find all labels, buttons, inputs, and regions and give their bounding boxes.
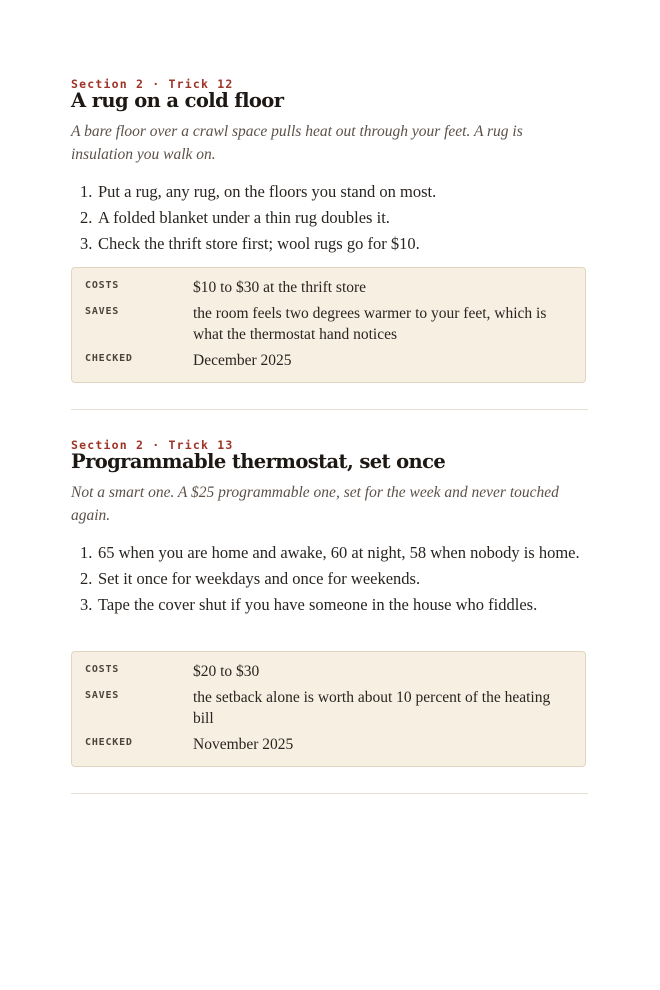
step-number: 2.	[80, 569, 93, 588]
checked-label: CHECKED	[85, 737, 133, 748]
saves-row	[85, 303, 573, 345]
facts-box	[71, 267, 586, 383]
step-text: 65 when you are home and awake, 60 at night, 58 when nobody is home.	[98, 543, 580, 562]
trick-intro: Not a smart one. A $25 programmable one, set for the week and never touched again.	[71, 484, 559, 524]
step-item	[71, 180, 588, 204]
trick-title: A rug on a cold floor	[71, 89, 284, 112]
checked-value: November 2025	[193, 736, 294, 753]
step-number: 3.	[80, 595, 93, 614]
steps-list	[71, 541, 588, 619]
step-text: Set it once for weekdays and once for weekends.	[98, 569, 421, 588]
costs-label: COSTS	[85, 664, 120, 675]
costs-value: $20 to $30	[193, 663, 260, 680]
step-item	[71, 232, 588, 256]
step-text: Tape the cover shut if you have someone in the house who fiddles.	[98, 595, 538, 614]
trick-title: Programmable thermostat, set once	[71, 450, 446, 473]
step-number: 1.	[80, 543, 93, 562]
saves-row	[85, 687, 573, 729]
saves-value: the setback alone is worth about 10 percent of the heating bill	[193, 689, 551, 727]
step-number: 3.	[80, 234, 93, 253]
facts-box	[71, 651, 586, 767]
step-text: Check the thrift store first; wool rugs go for $10.	[98, 234, 420, 253]
costs-row	[85, 277, 573, 298]
step-item	[71, 567, 588, 591]
step-item	[71, 593, 588, 617]
section-kicker: Section 2 · Trick 13	[71, 438, 234, 452]
checked-row	[85, 350, 573, 371]
checked-label: CHECKED	[85, 353, 133, 364]
costs-row	[85, 661, 573, 682]
saves-value: the room feels two degrees warmer to your feet, which is what the thermostat hand notices	[193, 305, 547, 343]
checked-row	[85, 734, 573, 755]
checked-value: December 2025	[193, 352, 292, 369]
steps-list	[71, 180, 588, 258]
step-item	[71, 206, 588, 230]
section-divider	[71, 793, 588, 794]
step-item	[71, 541, 588, 565]
step-number: 1.	[80, 182, 93, 201]
saves-label: SAVES	[85, 690, 120, 701]
section-divider	[71, 409, 588, 410]
costs-label: COSTS	[85, 280, 120, 291]
trick-intro: A bare floor over a crawl space pulls heat out through your feet. A rug is insulation you walk on.	[71, 123, 523, 163]
saves-label: SAVES	[85, 306, 120, 317]
step-text: Put a rug, any rug, on the floors you stand on most.	[98, 182, 437, 201]
step-number: 2.	[80, 208, 93, 227]
costs-value: $10 to $30 at the thrift store	[193, 279, 367, 296]
step-text: A folded blanket under a thin rug doubles it.	[98, 208, 390, 227]
section-kicker: Section 2 · Trick 12	[71, 77, 234, 91]
